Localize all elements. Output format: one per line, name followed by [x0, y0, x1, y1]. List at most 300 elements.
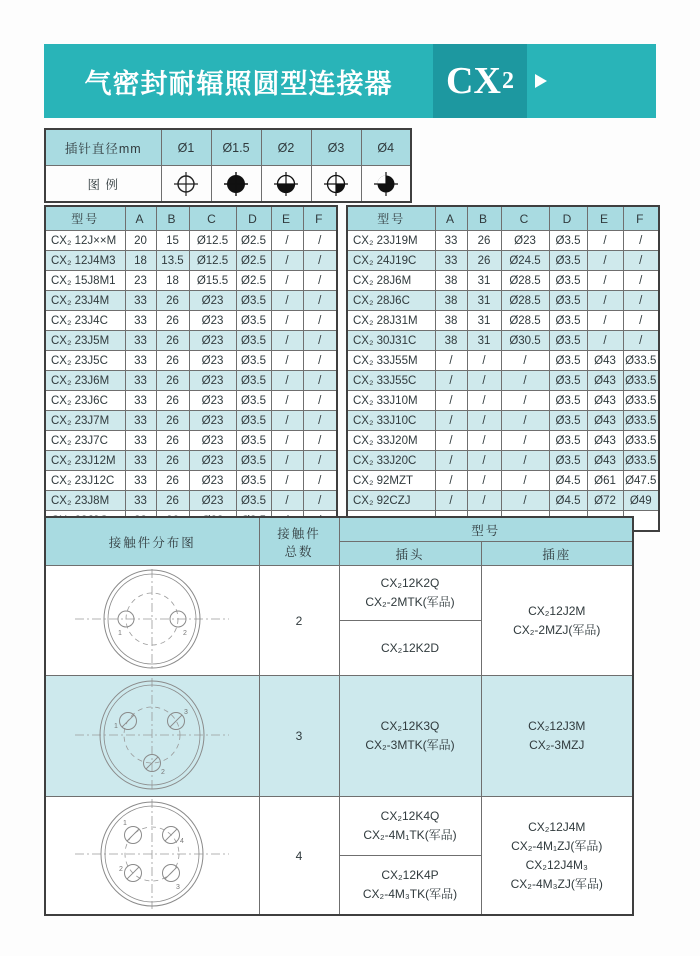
- spec-value-cell: /: [623, 291, 659, 311]
- pin-size-header: Ø1: [161, 129, 211, 166]
- model-code: CX₂-2MZJ(军品): [513, 622, 601, 637]
- spec-value-cell: Ø3.5: [236, 491, 271, 511]
- dimension-column-header: A: [435, 206, 467, 231]
- count-header-line2: 总数: [284, 544, 314, 559]
- pin-symbol-three-quarter-icon: [373, 171, 399, 197]
- spec-row: [347, 331, 659, 351]
- model-name-cell: CX₂ 23J6M: [45, 371, 125, 391]
- contact-count: 4: [259, 797, 339, 916]
- spec-value-cell: Ø3.5: [549, 391, 587, 411]
- series-subscript: 2: [501, 68, 514, 94]
- spec-value-cell: Ø15.5: [189, 271, 236, 291]
- model-name-cell: CX₂ 15J8M1: [45, 271, 125, 291]
- spec-value-cell: /: [623, 331, 659, 351]
- spec-value-cell: /: [303, 251, 337, 271]
- spec-value-cell: /: [501, 491, 549, 511]
- plug-models-bottom: [339, 856, 481, 916]
- spec-row: [347, 271, 659, 291]
- spec-value-cell: /: [467, 351, 501, 371]
- spec-value-cell: 23: [125, 271, 156, 291]
- spec-row: [347, 431, 659, 451]
- pin-size-header: Ø3: [311, 129, 361, 166]
- spec-value-cell: 26: [156, 391, 189, 411]
- spec-value-cell: 26: [156, 331, 189, 351]
- model-code: CX₂12K4P: [381, 868, 439, 882]
- spec-value-cell: Ø43: [587, 391, 623, 411]
- page-banner: [44, 44, 656, 118]
- socket-column-header: 插座: [481, 542, 633, 566]
- model-code: CX₂-3MTK(军品): [365, 738, 455, 752]
- spec-row: [347, 311, 659, 331]
- socket-models: [481, 566, 633, 676]
- spec-value-cell: /: [435, 471, 467, 491]
- spec-value-cell: Ø3.5: [549, 331, 587, 351]
- plug-column-header: 插头: [339, 542, 481, 566]
- spec-value-cell: /: [501, 431, 549, 451]
- spec-value-cell: 33: [125, 411, 156, 431]
- spec-value-cell: 15: [156, 231, 189, 251]
- spec-value-cell: /: [271, 271, 303, 291]
- spec-value-cell: 33: [125, 311, 156, 331]
- pin-diameter-table: [44, 128, 412, 203]
- spec-value-cell: 31: [467, 311, 501, 331]
- spec-value-cell: /: [501, 451, 549, 471]
- spec-value-cell: /: [467, 411, 501, 431]
- spec-value-cell: /: [467, 451, 501, 471]
- dimension-column-header: C: [189, 206, 236, 231]
- model-name-cell: CX₂ 33J20M: [347, 431, 435, 451]
- spec-value-cell: 13.5: [156, 251, 189, 271]
- spec-value-cell: /: [435, 411, 467, 431]
- spec-value-cell: 33: [125, 331, 156, 351]
- spec-value-cell: Ø3.5: [549, 351, 587, 371]
- spec-value-cell: Ø3.5: [549, 251, 587, 271]
- spec-value-cell: /: [271, 391, 303, 411]
- spec-value-cell: Ø43: [587, 411, 623, 431]
- spec-value-cell: /: [501, 371, 549, 391]
- spec-row: [45, 311, 337, 331]
- spec-row: [45, 271, 337, 291]
- model-name-cell: CX₂ 23J5M: [45, 331, 125, 351]
- spec-value-cell: 26: [156, 471, 189, 491]
- spec-value-cell: /: [501, 391, 549, 411]
- model-name-cell: CX₂ 23J6C: [45, 391, 125, 411]
- spec-value-cell: Ø2.5: [236, 251, 271, 271]
- spec-value-cell: 26: [156, 411, 189, 431]
- model-name-cell: CX₂ 30J31C: [347, 331, 435, 351]
- spec-value-cell: Ø23: [189, 331, 236, 351]
- spec-value-cell: 26: [156, 431, 189, 451]
- contact-distribution-table: [44, 516, 634, 916]
- model-name-cell: CX₂ 92CZJ: [347, 491, 435, 511]
- spec-value-cell: /: [271, 431, 303, 451]
- legend-cell: [161, 166, 211, 203]
- spec-value-cell: Ø49: [623, 491, 659, 511]
- spec-value-cell: 31: [467, 271, 501, 291]
- pin-diameter-label: 插针直径mm: [45, 129, 161, 166]
- pin-size-header: Ø4: [361, 129, 411, 166]
- pin-number: 3: [176, 884, 181, 891]
- spec-value-cell: /: [467, 371, 501, 391]
- model-name-cell: CX₂ 33J10M: [347, 391, 435, 411]
- spec-value-cell: Ø23: [189, 451, 236, 471]
- spec-value-cell: /: [271, 291, 303, 311]
- contact-diagram-3pin: [45, 676, 259, 797]
- legend-label: 图 例: [45, 166, 161, 203]
- spec-value-cell: Ø23: [189, 411, 236, 431]
- spec-value-cell: Ø33.5: [623, 451, 659, 471]
- spec-value-cell: Ø30.5: [501, 331, 549, 351]
- model-code: CX₂12J4M: [528, 819, 586, 834]
- spec-value-cell: /: [587, 271, 623, 291]
- model-name-cell: CX₂ 28J31M: [347, 311, 435, 331]
- spec-value-cell: Ø4.5: [549, 491, 587, 511]
- model-name-cell: CX₂ 23J8M: [45, 491, 125, 511]
- pin-number: 4: [180, 838, 185, 845]
- spec-value-cell: 18: [156, 271, 189, 291]
- model-name-cell: CX₂ 92MZT: [347, 471, 435, 491]
- spec-value-cell: Ø3.5: [549, 411, 587, 431]
- model-code: CX₂-4M₁TK(军品): [363, 828, 457, 842]
- contact-row-3pin: [45, 676, 633, 797]
- spec-value-cell: 26: [156, 351, 189, 371]
- spec-value-cell: 38: [435, 311, 467, 331]
- spec-value-cell: Ø3.5: [236, 311, 271, 331]
- spec-value-cell: /: [303, 371, 337, 391]
- spec-value-cell: Ø43: [587, 351, 623, 371]
- count-header-line1: 接触件: [277, 526, 321, 541]
- spec-value-cell: /: [435, 371, 467, 391]
- contact-count: 3: [259, 676, 339, 797]
- spec-value-cell: /: [435, 431, 467, 451]
- spec-value-cell: Ø3.5: [236, 431, 271, 451]
- arrow-right-icon: [535, 74, 547, 88]
- spec-value-cell: /: [467, 491, 501, 511]
- model-name-cell: CX₂ 33J10C: [347, 411, 435, 431]
- pin-symbol-solid-icon: [223, 171, 249, 197]
- spec-row: [347, 351, 659, 371]
- spec-value-cell: /: [271, 371, 303, 391]
- spec-value-cell: Ø33.5: [623, 411, 659, 431]
- model-group-header: 型号: [339, 517, 633, 542]
- spec-row: [347, 411, 659, 431]
- spec-value-cell: Ø3.5: [549, 291, 587, 311]
- dimension-column-header: C: [501, 206, 549, 231]
- spec-header-row: [45, 206, 337, 231]
- model-code: CX₂12K4Q: [380, 809, 440, 823]
- spec-value-cell: /: [435, 351, 467, 371]
- spec-value-cell: /: [623, 231, 659, 251]
- spec-value-cell: Ø23: [189, 431, 236, 451]
- spec-row: [45, 371, 337, 391]
- pin-number: 2: [119, 866, 124, 873]
- spec-value-cell: /: [303, 411, 337, 431]
- pin-number: 2: [183, 630, 188, 637]
- pin-number: 1: [114, 722, 119, 730]
- model-name-cell: CX₂ 24J19C: [347, 251, 435, 271]
- spec-value-cell: /: [303, 291, 337, 311]
- spec-value-cell: 26: [156, 371, 189, 391]
- spec-row: [45, 391, 337, 411]
- spec-value-cell: Ø3.5: [549, 311, 587, 331]
- model-name-cell: CX₂ 33J55C: [347, 371, 435, 391]
- spec-value-cell: 33: [125, 351, 156, 371]
- model-code: CX₂-2MTK(军品): [365, 595, 455, 609]
- model-code: CX₂-4M₁ZJ(军品): [511, 838, 603, 853]
- contact-count: 2: [259, 566, 339, 676]
- pin-size-header: Ø1.5: [211, 129, 261, 166]
- plug-models-bottom: [339, 621, 481, 676]
- model-name-cell: CX₂ 23J7C: [45, 431, 125, 451]
- spec-value-cell: 33: [125, 391, 156, 411]
- spec-value-cell: 33: [125, 371, 156, 391]
- spec-value-cell: Ø24.5: [501, 251, 549, 271]
- spec-value-cell: /: [303, 491, 337, 511]
- plug-models: [339, 676, 481, 797]
- spec-value-cell: Ø3.5: [549, 431, 587, 451]
- spec-value-cell: Ø61: [587, 471, 623, 491]
- model-code: CX₂12J3M: [528, 719, 586, 733]
- spec-value-cell: 26: [156, 291, 189, 311]
- spec-value-cell: /: [435, 491, 467, 511]
- spec-value-cell: Ø23: [189, 491, 236, 511]
- pin-number: 3: [184, 708, 189, 716]
- spec-value-cell: Ø3.5: [236, 351, 271, 371]
- spec-value-cell: 33: [125, 291, 156, 311]
- model-name-cell: CX₂ 12J4M3: [45, 251, 125, 271]
- spec-value-cell: 33: [125, 451, 156, 471]
- pin-symbol-open-crosshair-icon: [173, 171, 199, 197]
- spec-value-cell: /: [623, 271, 659, 291]
- model-name-cell: CX₂ 23J12C: [45, 471, 125, 491]
- model-code: CX₂12K2D: [380, 640, 440, 655]
- spec-value-cell: 31: [467, 331, 501, 351]
- model-name-cell: CX₂ 33J20C: [347, 451, 435, 471]
- socket-models: [481, 676, 633, 797]
- spec-table-left: [44, 205, 338, 532]
- pin-size-header: Ø2: [261, 129, 311, 166]
- spec-row: [45, 291, 337, 311]
- spec-value-cell: /: [271, 491, 303, 511]
- pin-legend-row: [45, 166, 411, 203]
- spec-value-cell: Ø2.5: [236, 271, 271, 291]
- spec-value-cell: Ø3.5: [236, 411, 271, 431]
- spec-value-cell: 38: [435, 291, 467, 311]
- spec-row: [347, 291, 659, 311]
- spec-value-cell: /: [303, 351, 337, 371]
- model-code: CX₂12J2M: [528, 603, 586, 618]
- spec-value-cell: 33: [125, 471, 156, 491]
- spec-value-cell: Ø43: [587, 371, 623, 391]
- spec-value-cell: 26: [156, 451, 189, 471]
- spec-value-cell: /: [271, 411, 303, 431]
- spec-value-cell: /: [303, 311, 337, 331]
- spec-table-right: [346, 205, 660, 532]
- series-badge: [433, 44, 527, 118]
- spec-value-cell: /: [271, 351, 303, 371]
- spec-value-cell: 38: [435, 271, 467, 291]
- spec-value-cell: /: [271, 471, 303, 491]
- spec-value-cell: Ø3.5: [549, 371, 587, 391]
- model-name-cell: CX₂ 12J××M: [45, 231, 125, 251]
- spec-value-cell: Ø3.5: [236, 451, 271, 471]
- spec-value-cell: Ø23: [501, 231, 549, 251]
- spec-value-cell: /: [623, 251, 659, 271]
- spec-row: [45, 471, 337, 491]
- socket-models: [481, 797, 633, 916]
- spec-value-cell: Ø23: [189, 471, 236, 491]
- spec-value-cell: 26: [467, 231, 501, 251]
- spec-value-cell: /: [303, 271, 337, 291]
- dimension-column-header: B: [156, 206, 189, 231]
- legend-cell: [361, 166, 411, 203]
- spec-value-cell: 18: [125, 251, 156, 271]
- spec-value-cell: Ø47.5: [623, 471, 659, 491]
- dimension-column-header: D: [549, 206, 587, 231]
- pin-symbol-bottom-half-icon: [273, 171, 299, 197]
- spec-row: [45, 451, 337, 471]
- spec-value-cell: /: [435, 451, 467, 471]
- spec-row: [45, 251, 337, 271]
- model-name-cell: CX₂ 23J19M: [347, 231, 435, 251]
- contact-diagram-2pin: [45, 566, 259, 676]
- connector-face-4pin-icon: [57, 799, 247, 909]
- spec-value-cell: /: [271, 311, 303, 331]
- model-code: CX₂12K3Q: [380, 719, 440, 733]
- spec-value-cell: Ø12.5: [189, 251, 236, 271]
- model-code: CX₂12K2Q: [380, 576, 440, 590]
- model-column-header: 型号: [45, 206, 125, 231]
- model-name-cell: CX₂ 23J4M: [45, 291, 125, 311]
- spec-value-cell: Ø23: [189, 311, 236, 331]
- count-column-header: [259, 517, 339, 566]
- model-name-cell: CX₂ 23J5C: [45, 351, 125, 371]
- spec-value-cell: Ø3.5: [236, 291, 271, 311]
- spec-value-cell: /: [303, 451, 337, 471]
- spec-value-cell: /: [501, 411, 549, 431]
- spec-value-cell: Ø12.5: [189, 231, 236, 251]
- spec-value-cell: 33: [125, 431, 156, 451]
- spec-value-cell: 20: [125, 231, 156, 251]
- dimension-column-header: A: [125, 206, 156, 231]
- spec-value-cell: Ø3.5: [236, 331, 271, 351]
- model-code: CX₂12J4M₃: [525, 857, 588, 872]
- spec-value-cell: /: [587, 291, 623, 311]
- model-name-cell: CX₂ 23J12M: [45, 451, 125, 471]
- spec-value-cell: 33: [435, 251, 467, 271]
- model-name-cell: CX₂ 28J6C: [347, 291, 435, 311]
- model-code: CX₂-3MZJ: [529, 738, 585, 752]
- spec-row: [347, 231, 659, 251]
- spec-value-cell: /: [467, 391, 501, 411]
- spec-value-cell: /: [467, 471, 501, 491]
- spec-value-cell: /: [587, 251, 623, 271]
- spec-value-cell: Ø43: [587, 451, 623, 471]
- spec-row: [45, 231, 337, 251]
- model-name-cell: CX₂ 28J6M: [347, 271, 435, 291]
- spec-value-cell: 26: [156, 491, 189, 511]
- dimension-column-header: B: [467, 206, 501, 231]
- spec-value-cell: Ø28.5: [501, 291, 549, 311]
- spec-value-cell: Ø33.5: [623, 391, 659, 411]
- spec-row: [347, 471, 659, 491]
- spec-value-cell: /: [501, 351, 549, 371]
- connector-face-3pin-icon: [57, 678, 247, 792]
- spec-value-cell: /: [271, 331, 303, 351]
- spec-row: [45, 411, 337, 431]
- spec-value-cell: Ø33.5: [623, 431, 659, 451]
- spec-value-cell: /: [303, 471, 337, 491]
- spec-value-cell: Ø23: [189, 371, 236, 391]
- dimension-column-header: F: [303, 206, 337, 231]
- spec-row: [347, 491, 659, 511]
- spec-value-cell: Ø33.5: [623, 351, 659, 371]
- dimension-column-header: E: [271, 206, 303, 231]
- spec-value-cell: /: [587, 231, 623, 251]
- spec-value-cell: Ø28.5: [501, 311, 549, 331]
- model-column-header: 型号: [347, 206, 435, 231]
- contact-row-4pin: [45, 797, 633, 856]
- spec-value-cell: 31: [467, 291, 501, 311]
- contact-diagram-4pin: [45, 797, 259, 916]
- spec-value-cell: 26: [156, 311, 189, 331]
- spec-row: [347, 251, 659, 271]
- spec-value-cell: 26: [467, 251, 501, 271]
- spec-value-cell: 33: [125, 491, 156, 511]
- contact-header-row-1: [45, 517, 633, 542]
- spec-value-cell: Ø3.5: [549, 231, 587, 251]
- dimension-column-header: F: [623, 206, 659, 231]
- spec-value-cell: /: [271, 231, 303, 251]
- series-prefix: CX: [446, 60, 501, 102]
- spec-row: [45, 351, 337, 371]
- pin-number: 1: [118, 630, 123, 637]
- spec-value-cell: /: [303, 431, 337, 451]
- spec-value-cell: /: [587, 331, 623, 351]
- spec-value-cell: Ø3.5: [236, 391, 271, 411]
- page-title: 气密封耐辐照圆型连接器: [84, 68, 393, 99]
- plug-models-top: [339, 797, 481, 856]
- spec-value-cell: Ø4.5: [549, 471, 587, 491]
- spec-value-cell: Ø23: [189, 391, 236, 411]
- spec-value-cell: /: [467, 431, 501, 451]
- spec-value-cell: /: [271, 251, 303, 271]
- spec-row: [347, 371, 659, 391]
- model-name-cell: CX₂ 23J4C: [45, 311, 125, 331]
- connector-face-2pin-icon: [57, 569, 247, 669]
- model-name-cell: CX₂ 23J7M: [45, 411, 125, 431]
- dimension-column-header: D: [236, 206, 271, 231]
- model-code: CX₂-4M₃ZJ(军品): [510, 876, 603, 891]
- spec-header-row: [347, 206, 659, 231]
- spec-value-cell: /: [623, 311, 659, 331]
- spec-row: [347, 391, 659, 411]
- pin-diameter-header-row: [45, 129, 411, 166]
- spec-value-cell: Ø43: [587, 431, 623, 451]
- spec-value-cell: Ø28.5: [501, 271, 549, 291]
- spec-value-cell: /: [303, 331, 337, 351]
- spec-row: [45, 331, 337, 351]
- spec-value-cell: /: [303, 391, 337, 411]
- spec-value-cell: /: [303, 231, 337, 251]
- diagram-column-header: 接触件分布图: [45, 517, 259, 566]
- plug-models-top: [339, 566, 481, 621]
- dimension-column-header: E: [587, 206, 623, 231]
- spec-value-cell: /: [435, 391, 467, 411]
- model-name-cell: CX₂ 33J55M: [347, 351, 435, 371]
- spec-value-cell: 38: [435, 331, 467, 351]
- spec-value-cell: /: [271, 451, 303, 471]
